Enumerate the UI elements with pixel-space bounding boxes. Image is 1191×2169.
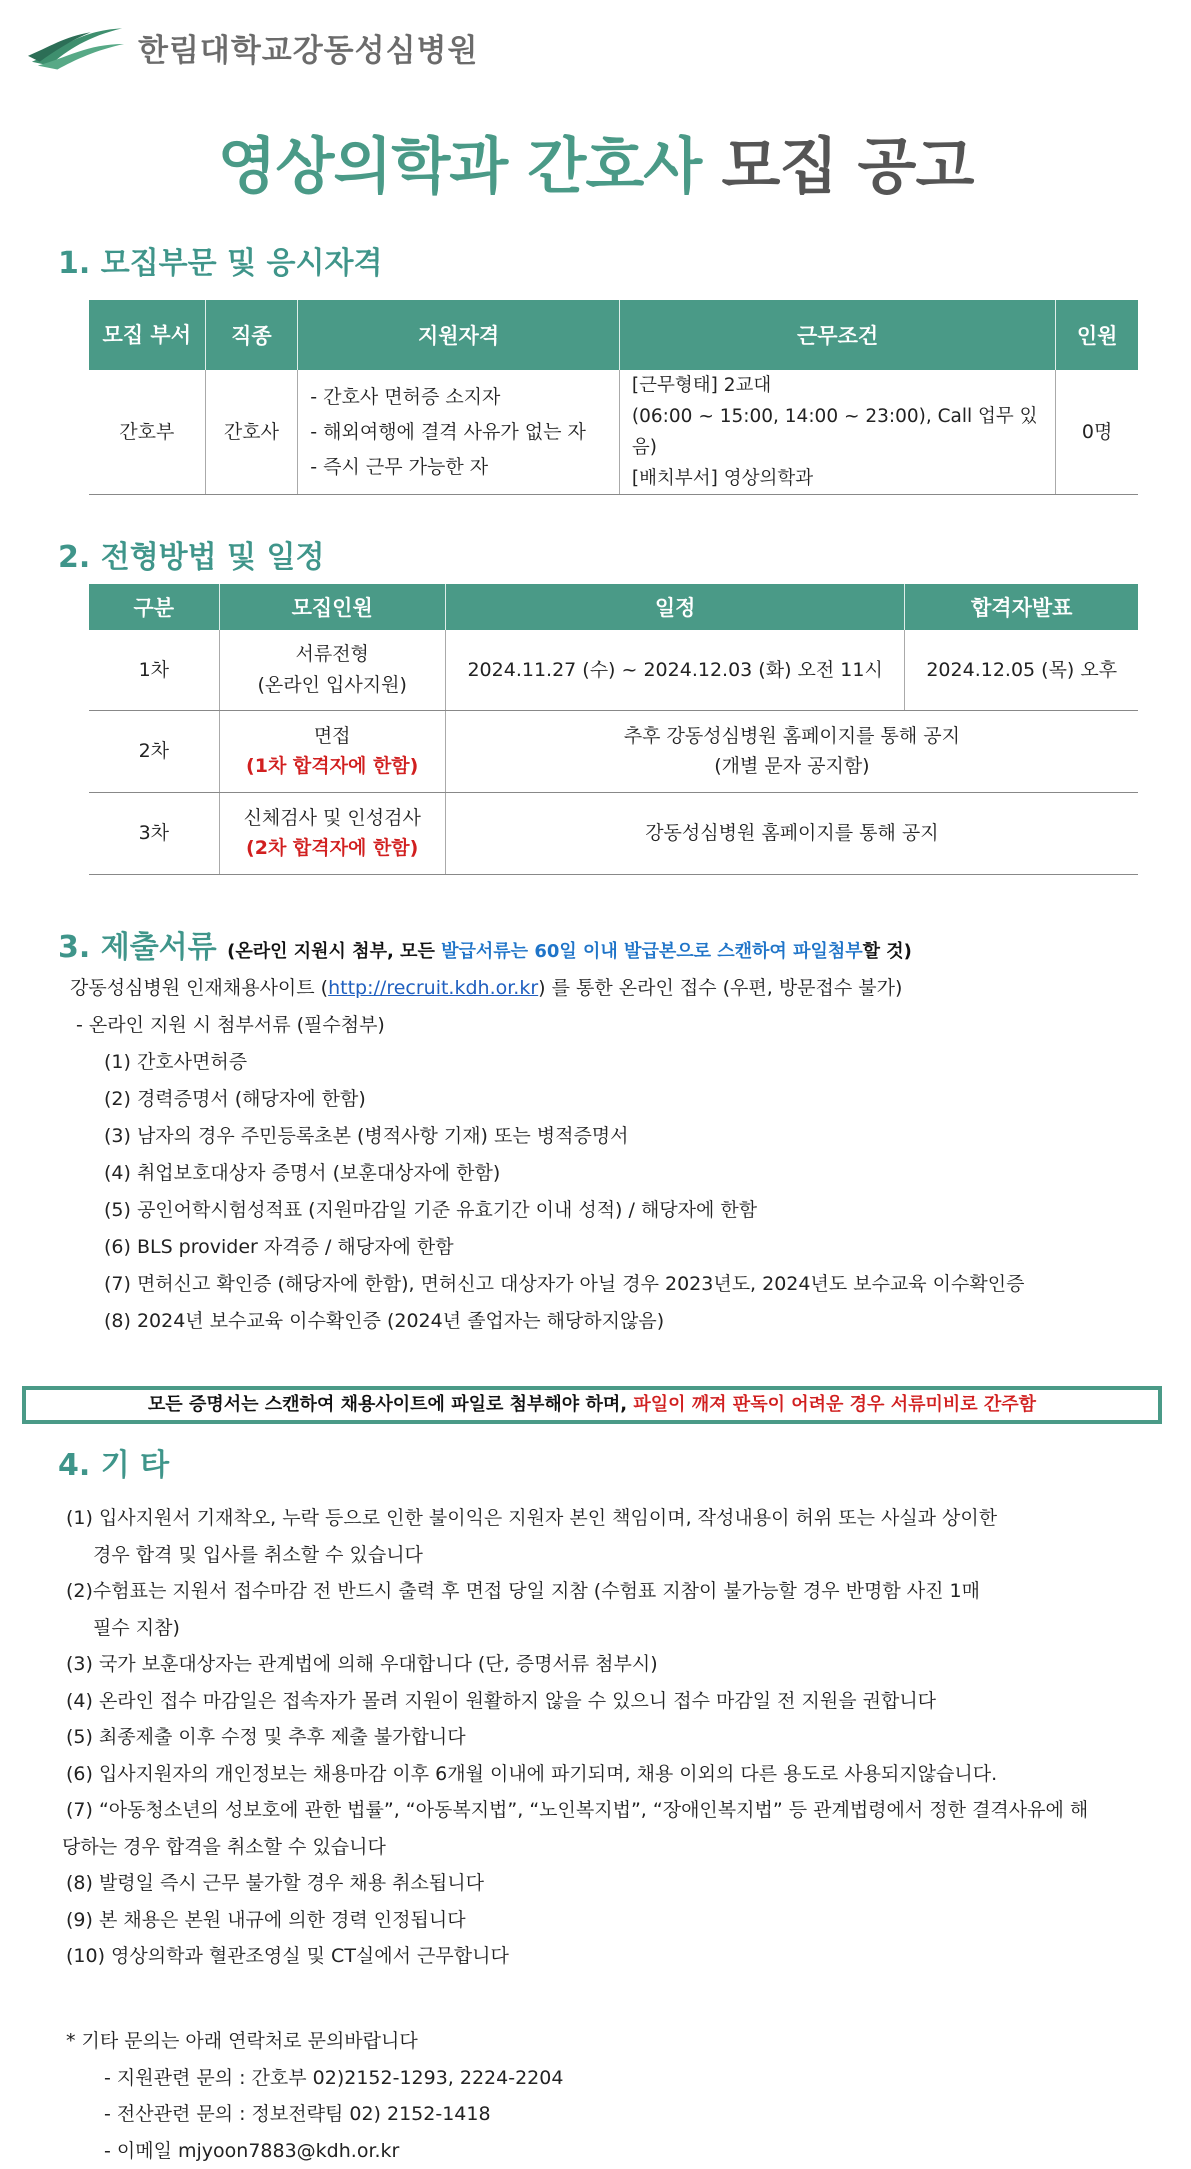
docs-item: (2) 경력증명서 (해당자에 한함) <box>70 1081 1024 1118</box>
docs-item: (1) 간호사면허증 <box>70 1044 1024 1081</box>
header-schedule: 일정 <box>445 584 905 630</box>
hospital-name: 한림대학교강동성심병원 <box>138 25 478 70</box>
section3-title: 3. 제출서류 <box>58 930 217 965</box>
section1-header-row <box>89 300 1138 370</box>
qualification-line: - 해외여행에 결격 사유가 없는 자 <box>310 415 619 450</box>
note-item-cont: 필수 지참) <box>66 1610 1146 1647</box>
docs-item: (4) 취업보호대상자 증명서 (보훈대상자에 한함) <box>70 1155 1024 1192</box>
docs-list-title: - 온라인 지원 시 첨부서류 (필수첨부) <box>70 1007 1024 1044</box>
header-announce: 합격자발표 <box>905 584 1138 630</box>
note-item: (5) 최종제출 이후 수정 및 추후 제출 불가합니다 <box>66 1719 1146 1756</box>
section1-row <box>89 370 1138 495</box>
docs-item: (8) 2024년 보수교육 이수확인증 (2024년 졸업자는 해당하지않음) <box>70 1303 1024 1340</box>
stage-cell: 2차 <box>89 710 219 792</box>
note-item: (6) 입사지원자의 개인정보는 채용마감 이후 6개월 이내에 파기되며, 채용 이외의 다른 용도로 사용되지않습니다. <box>66 1756 1146 1793</box>
section2-header-row <box>89 584 1138 630</box>
submission-docs <box>70 970 1024 1340</box>
stage-cell: 1차 <box>89 630 219 710</box>
schedule-row <box>89 630 1138 710</box>
note-item: (7) “아동청소년의 성보호에 관한 법률”, “아동복지법”, “노인복지법”, “장애인복지법” 등 관계법령에서 정한 결격사유에 해 <box>66 1792 1146 1829</box>
contact-title: * 기타 문의는 아래 연락처로 문의바랍니다 <box>66 2023 563 2060</box>
qualification-line: - 즉시 근무 가능한 자 <box>310 450 619 485</box>
intro-prefix: 강동성심병원 인재채용사이트 ( <box>70 977 328 999</box>
type-label: 면접 <box>220 721 445 751</box>
contact-email[interactable]: - 이메일 mjyoon7883@kdh.or.kr <box>66 2133 563 2169</box>
title-department: 영상의학과 간호사 <box>218 131 702 202</box>
header-dept: 모집 부서 <box>89 300 205 370</box>
type-cell <box>219 792 445 874</box>
qualification-cell <box>298 370 620 495</box>
schedule-row <box>89 792 1138 874</box>
job-cell: 간호사 <box>205 370 298 495</box>
type-cell <box>219 710 445 792</box>
note-item: (2)수험표는 지원서 접수마감 전 반드시 출력 후 면접 당일 지참 (수험표 지참이 불가능할 경우 반명함 사진 1매 <box>66 1573 1146 1610</box>
header-qualification: 지원자격 <box>298 300 620 370</box>
section1-heading: 1. 모집부문 및 응시자격 <box>58 238 382 282</box>
schedule-note: (개별 문자 공지함) <box>446 751 1138 781</box>
section1-table <box>89 300 1138 495</box>
header-job: 직종 <box>205 300 298 370</box>
stage-cell: 3차 <box>89 792 219 874</box>
header-conditions: 근무조건 <box>619 300 1055 370</box>
type-note: (2차 합격자에 한함) <box>220 833 445 863</box>
conditions-line: [근무형태] 2교대 <box>632 370 1055 401</box>
note-item: (3) 국가 보훈대상자는 관계법에 의해 우대합니다 (단, 증명서류 첨부시) <box>66 1646 1146 1683</box>
notice-box <box>22 1386 1162 1424</box>
count-cell: 0명 <box>1056 370 1138 495</box>
note-item: (4) 온라인 접수 마감일은 접속자가 몰려 지원이 원활하지 않을 수 있으니 접수 마감일 전 지원을 권합니다 <box>66 1683 1146 1720</box>
recruit-site-link[interactable]: http://recruit.kdh.or.kr <box>328 977 538 999</box>
note-suffix: 할 것) <box>863 941 912 962</box>
type-note: (온라인 입사지원) <box>220 670 445 700</box>
contact-info <box>66 2023 563 2169</box>
notice-text: 모든 증명서는 스캔하여 채용사이트에 파일로 첨부해야 하며, <box>148 1394 633 1415</box>
submission-intro <box>70 970 1024 1007</box>
note-item: (8) 발령일 즉시 근무 불가할 경우 채용 취소됩니다 <box>66 1865 1146 1902</box>
docs-item: (3) 남자의 경우 주민등록초본 (병적사항 기재) 또는 병적증명서 <box>70 1118 1024 1155</box>
schedule-text: 추후 강동성심병원 홈페이지를 통해 공지 <box>446 721 1138 751</box>
schedule-cell: 강동성심병원 홈페이지를 통해 공지 <box>445 792 1138 874</box>
schedule-row <box>89 710 1138 792</box>
note-item: (10) 영상의학과 혈관조영실 및 CT실에서 근무합니다 <box>66 1938 1146 1975</box>
conditions-cell <box>619 370 1055 495</box>
schedule-cell <box>445 710 1138 792</box>
header-stage: 구분 <box>89 584 219 630</box>
section3-note <box>227 941 912 962</box>
qualification-line: - 간호사 면허증 소지자 <box>310 380 619 415</box>
logo-swoosh-icon <box>28 22 126 72</box>
notice-warning: 파일이 깨져 판독이 어려운 경우 서류미비로 간주함 <box>633 1394 1036 1415</box>
note-prefix: (온라인 지원시 첨부, 모든 <box>227 941 441 962</box>
hospital-logo <box>28 22 478 72</box>
conditions-line: (06:00 ~ 15:00, 14:00 ~ 23:00), Call 업무 있음) <box>632 401 1055 463</box>
schedule-cell: 2024.11.27 (수) ~ 2024.12.03 (화) 오전 11시 <box>445 630 905 710</box>
section2-heading: 2. 전형방법 및 일정 <box>58 532 324 576</box>
contact-line: - 지원관련 문의 : 간호부 02)2152-1293, 2224-2204 <box>66 2060 563 2097</box>
announce-cell: 2024.12.05 (목) 오후 <box>905 630 1138 710</box>
section4-heading: 4. 기 타 <box>58 1440 169 1484</box>
header-recruit: 모집인원 <box>219 584 445 630</box>
docs-item: (7) 면허신고 확인증 (해당자에 한함), 면허신고 대상자가 아닐 경우 2023년도, 2024년도 보수교육 이수확인증 <box>70 1266 1024 1303</box>
type-cell <box>219 630 445 710</box>
title-notice: 모집 공고 <box>721 131 973 202</box>
note-highlight: 발급서류는 60일 이내 발급본으로 스캔하여 파일첨부 <box>441 941 863 962</box>
conditions-line: [배치부서] 영상의학과 <box>632 463 1055 494</box>
contact-line: - 전산관련 문의 : 정보전략팀 02) 2152-1418 <box>66 2096 563 2133</box>
section2-table <box>89 584 1138 875</box>
dept-cell: 간호부 <box>89 370 205 495</box>
note-item: (9) 본 채용은 본원 내규에 의한 경력 인정됩니다 <box>66 1902 1146 1939</box>
note-item-cont: 당하는 경우 합격을 취소할 수 있습니다 <box>62 1829 1146 1866</box>
header-count: 인원 <box>1056 300 1138 370</box>
section3-heading <box>58 922 912 966</box>
intro-suffix: ) 를 통한 온라인 접수 (우편, 방문접수 불가) <box>538 977 902 999</box>
other-notes <box>66 1500 1146 1975</box>
type-label: 서류전형 <box>220 639 445 669</box>
docs-item: (5) 공인어학시험성적표 (지원마감일 기준 유효기간 이내 성적) / 해당자에 한함 <box>70 1192 1024 1229</box>
note-item-cont: 경우 합격 및 입사를 취소할 수 있습니다 <box>66 1537 1146 1574</box>
page-title <box>0 118 1191 205</box>
type-note: (1차 합격자에 한함) <box>220 751 445 781</box>
docs-item: (6) BLS provider 자격증 / 해당자에 한함 <box>70 1229 1024 1266</box>
type-label: 신체검사 및 인성검사 <box>220 803 445 833</box>
note-item: (1) 입사지원서 기재착오, 누락 등으로 인한 불이익은 지원자 본인 책임이며, 작성내용이 허위 또는 사실과 상이한 <box>66 1500 1146 1537</box>
